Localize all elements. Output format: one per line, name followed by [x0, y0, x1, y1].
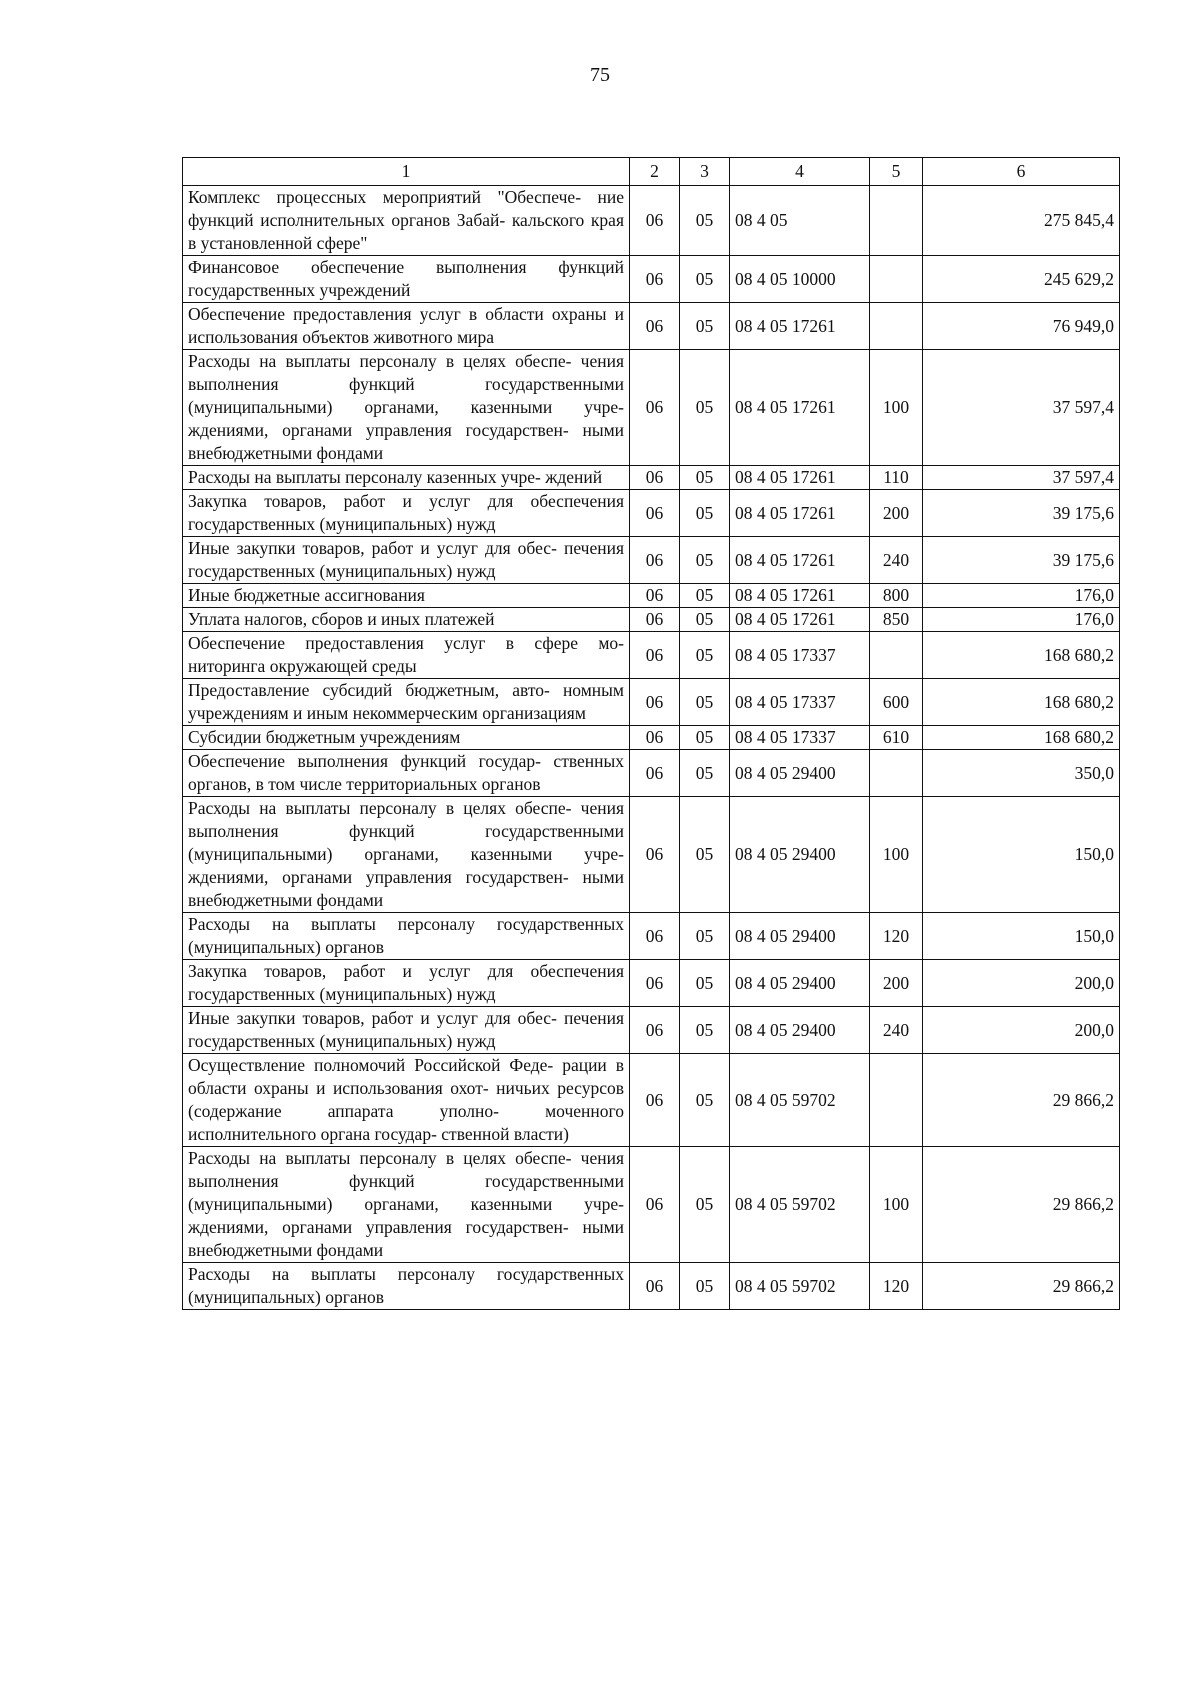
target-article-cell: 08 4 05 17261 [730, 303, 870, 350]
amount-cell: 350,0 [923, 750, 1120, 797]
target-article-cell: 08 4 05 59702 [730, 1263, 870, 1310]
description-text: (муниципальными) органами, казенными учре- [188, 1194, 624, 1214]
description-cell [183, 466, 630, 490]
description-cell [183, 350, 630, 466]
description-text: нужд [456, 1031, 496, 1051]
target-article-cell: 08 4 05 17261 [730, 608, 870, 632]
amount-cell: 168 680,2 [923, 679, 1120, 726]
page-number: 75 [590, 64, 610, 86]
expense-type-cell: 100 [870, 350, 923, 466]
target-article-cell: 08 4 05 29400 [730, 913, 870, 960]
target-article-cell: 08 4 05 17261 [730, 350, 870, 466]
section-code-cell: 06 [630, 679, 680, 726]
table-row [183, 608, 1120, 632]
subsection-code-cell: 05 [680, 913, 730, 960]
description-cell [183, 1263, 630, 1310]
description-text: ние функций исполнительных органов Забай- [188, 187, 625, 230]
description-text: Расходы на выплаты персоналу казенных учре- [188, 467, 541, 487]
subsection-code-cell: 05 [680, 350, 730, 466]
description-text: чения выполнения функций государственными [188, 1148, 624, 1191]
section-code-cell: 06 [630, 303, 680, 350]
target-article-cell: 08 4 05 29400 [730, 797, 870, 913]
description-text: (муниципальных) органов [188, 937, 385, 957]
section-code-cell: 06 [630, 1147, 680, 1263]
section-code-cell: 06 [630, 490, 680, 537]
amount-cell: 168 680,2 [923, 632, 1120, 679]
table-row [183, 632, 1120, 679]
expense-type-cell: 200 [870, 960, 923, 1007]
amount-cell: 275 845,4 [923, 186, 1120, 256]
description-cell [183, 726, 630, 750]
section-code-cell: 06 [630, 1054, 680, 1147]
section-code-cell: 06 [630, 186, 680, 256]
expense-type-cell [870, 256, 923, 303]
target-article-cell: 08 4 05 17337 [730, 726, 870, 750]
description-text: нужд [456, 561, 496, 581]
table-row [183, 537, 1120, 584]
target-article-cell: 08 4 05 17337 [730, 632, 870, 679]
expense-type-cell: 240 [870, 537, 923, 584]
subsection-code-cell: 05 [680, 679, 730, 726]
section-code-cell: 06 [630, 797, 680, 913]
target-article-cell: 08 4 05 29400 [730, 1007, 870, 1054]
table-row [183, 1054, 1120, 1147]
description-cell [183, 303, 630, 350]
expense-type-cell [870, 186, 923, 256]
amount-cell: 168 680,2 [923, 726, 1120, 750]
description-text: ными внебюджетными фондами [188, 867, 625, 910]
budget-table [182, 157, 1120, 1310]
description-text: ниторинга окружающей среды [188, 656, 417, 676]
description-text: Расходы на выплаты персоналу в целях обеспе- [188, 798, 572, 818]
amount-cell: 76 949,0 [923, 303, 1120, 350]
amount-cell: 150,0 [923, 913, 1120, 960]
description-text: рации в области охраны и использования охот- [188, 1055, 624, 1098]
expense-type-cell: 120 [870, 1263, 923, 1310]
table-row [183, 490, 1120, 537]
target-article-cell: 08 4 05 59702 [730, 1054, 870, 1147]
column-header: 1 [183, 158, 630, 186]
expense-type-cell: 100 [870, 797, 923, 913]
amount-cell: 37 597,4 [923, 466, 1120, 490]
expense-type-cell: 110 [870, 466, 923, 490]
description-text: Закупка товаров, работ и услуг для обеспечения [188, 491, 624, 511]
description-cell [183, 1007, 630, 1054]
description-cell [183, 797, 630, 913]
description-text: Закупка товаров, работ и услуг для обеспечения [188, 961, 624, 981]
description-text: Иные закупки товаров, работ и услуг для обес- [188, 1008, 557, 1028]
column-header: 3 [680, 158, 730, 186]
amount-cell: 29 866,2 [923, 1263, 1120, 1310]
description-text: Обеспечение выполнения функций государ- [188, 751, 541, 771]
table-row [183, 1007, 1120, 1054]
table-row [183, 726, 1120, 750]
amount-cell: 245 629,2 [923, 256, 1120, 303]
description-text: ждениями, органами управления государствен- [188, 420, 569, 440]
description-text: (муниципальными) органами, казенными учре- [188, 844, 624, 864]
description-text: Расходы на выплаты персоналу государственных [188, 1264, 624, 1284]
subsection-code-cell: 05 [680, 750, 730, 797]
description-cell [183, 960, 630, 1007]
target-article-cell: 08 4 05 59702 [730, 1147, 870, 1263]
description-cell [183, 750, 630, 797]
expense-type-cell [870, 303, 923, 350]
description-cell [183, 1054, 630, 1147]
expense-type-cell [870, 750, 923, 797]
description-text: ждений [545, 467, 603, 487]
target-article-cell: 08 4 05 10000 [730, 256, 870, 303]
description-text: Уплата налогов, сборов и иных платежей [188, 609, 495, 629]
column-header: 4 [730, 158, 870, 186]
description-text: чения выполнения функций государственными [188, 798, 624, 841]
target-article-cell: 08 4 05 17261 [730, 490, 870, 537]
amount-cell: 150,0 [923, 797, 1120, 913]
expense-type-cell [870, 1054, 923, 1147]
expense-type-cell: 120 [870, 913, 923, 960]
table-row [183, 960, 1120, 1007]
section-code-cell: 06 [630, 256, 680, 303]
subsection-code-cell: 05 [680, 726, 730, 750]
table-row [183, 303, 1120, 350]
section-code-cell: 06 [630, 960, 680, 1007]
table-row [183, 750, 1120, 797]
description-text: Финансовое обеспечение выполнения функций [188, 257, 624, 277]
description-cell [183, 1147, 630, 1263]
description-cell [183, 186, 630, 256]
subsection-code-cell: 05 [680, 490, 730, 537]
target-article-cell: 08 4 05 29400 [730, 960, 870, 1007]
subsection-code-cell: 05 [680, 960, 730, 1007]
table-row [183, 1263, 1120, 1310]
description-text: Комплекс процессных мероприятий "Обеспече- [188, 187, 582, 207]
table-row [183, 256, 1120, 303]
column-header: 6 [923, 158, 1120, 186]
subsection-code-cell: 05 [680, 537, 730, 584]
section-code-cell: 06 [630, 584, 680, 608]
subsection-code-cell: 05 [680, 584, 730, 608]
description-text: государственных (муниципальных) нужд [188, 514, 496, 534]
expense-type-cell: 600 [870, 679, 923, 726]
expense-type-cell [870, 632, 923, 679]
section-code-cell: 06 [630, 1007, 680, 1054]
expense-type-cell: 200 [870, 490, 923, 537]
target-article-cell: 08 4 05 17261 [730, 584, 870, 608]
description-text: ственной власти) [441, 1124, 569, 1144]
target-article-cell: 08 4 05 17261 [730, 537, 870, 584]
amount-cell: 176,0 [923, 608, 1120, 632]
subsection-code-cell: 05 [680, 256, 730, 303]
table-row [183, 797, 1120, 913]
description-text: Иные бюджетные ассигнования [188, 585, 425, 605]
description-text: ничьих ресурсов (содержание аппарата уполно- [188, 1078, 624, 1121]
subsection-code-cell: 05 [680, 186, 730, 256]
description-text: Обеспечение предоставления услуг в сфере мо- [188, 633, 624, 653]
description-text: номным учреждениям и иным некоммерческим [188, 680, 624, 723]
table-body [183, 186, 1120, 1310]
description-text: ными внебюджетными фондами [188, 1217, 625, 1260]
table-row [183, 584, 1120, 608]
description-text: Расходы на выплаты персоналу в целях обеспе- [188, 1148, 572, 1168]
subsection-code-cell: 05 [680, 1054, 730, 1147]
column-header: 5 [870, 158, 923, 186]
description-text: Предоставление субсидий бюджетным, авто- [188, 680, 550, 700]
section-code-cell: 06 [630, 608, 680, 632]
description-text: охраны и использования объектов животного [188, 304, 625, 347]
description-text: ждениями, органами управления государствен- [188, 867, 569, 887]
description-text: печения государственных (муниципальных) [188, 1008, 624, 1051]
description-text: органов [481, 774, 541, 794]
subsection-code-cell: 05 [680, 1147, 730, 1263]
table-row [183, 466, 1120, 490]
description-text: мира [457, 327, 495, 347]
subsection-code-cell: 05 [680, 608, 730, 632]
description-cell [183, 608, 630, 632]
target-article-cell: 08 4 05 17261 [730, 466, 870, 490]
section-code-cell: 06 [630, 632, 680, 679]
description-text: Субсидии бюджетным учреждениям [188, 727, 461, 747]
subsection-code-cell: 05 [680, 797, 730, 913]
amount-cell: 39 175,6 [923, 537, 1120, 584]
description-cell [183, 490, 630, 537]
amount-cell: 29 866,2 [923, 1054, 1120, 1147]
amount-cell: 200,0 [923, 1007, 1120, 1054]
section-code-cell: 06 [630, 726, 680, 750]
description-text: ждениями, органами управления государствен- [188, 1217, 569, 1237]
section-code-cell: 06 [630, 350, 680, 466]
description-cell [183, 537, 630, 584]
amount-cell: 29 866,2 [923, 1147, 1120, 1263]
table-row [183, 350, 1120, 466]
description-text: печения государственных (муниципальных) [188, 538, 624, 581]
description-text: чения выполнения функций государственными [188, 351, 624, 394]
description-text: Расходы на выплаты персоналу государственных [188, 914, 624, 934]
subsection-code-cell: 05 [680, 303, 730, 350]
description-text: Осуществление полномочий Российской Феде- [188, 1055, 554, 1075]
subsection-code-cell: 05 [680, 1007, 730, 1054]
description-text: ными внебюджетными фондами [188, 420, 625, 463]
description-cell [183, 256, 630, 303]
section-code-cell: 06 [630, 750, 680, 797]
table-row [183, 679, 1120, 726]
expense-type-cell: 850 [870, 608, 923, 632]
subsection-code-cell: 05 [680, 632, 730, 679]
description-cell [183, 632, 630, 679]
description-cell [183, 913, 630, 960]
expense-type-cell: 800 [870, 584, 923, 608]
table-row [183, 913, 1120, 960]
description-text: государственных учреждений [188, 280, 411, 300]
amount-cell: 39 175,6 [923, 490, 1120, 537]
subsection-code-cell: 05 [680, 466, 730, 490]
description-cell [183, 679, 630, 726]
description-text: (муниципальных) органов [188, 1287, 385, 1307]
expense-type-cell: 610 [870, 726, 923, 750]
amount-cell: 176,0 [923, 584, 1120, 608]
amount-cell: 200,0 [923, 960, 1120, 1007]
expense-type-cell: 240 [870, 1007, 923, 1054]
subsection-code-cell: 05 [680, 1263, 730, 1310]
description-cell [183, 584, 630, 608]
section-code-cell: 06 [630, 466, 680, 490]
description-text: Иные закупки товаров, работ и услуг для обес- [188, 538, 557, 558]
description-text: Обеспечение предоставления услуг в области [188, 304, 544, 324]
section-code-cell: 06 [630, 913, 680, 960]
description-text: ственных органов, в том числе территориальных [188, 751, 625, 794]
description-text: Расходы на выплаты персоналу в целях обеспе- [188, 351, 572, 371]
section-code-cell: 06 [630, 1263, 680, 1310]
description-text: организациям [482, 703, 586, 723]
table-row [183, 186, 1120, 256]
target-article-cell: 08 4 05 29400 [730, 750, 870, 797]
table-header-row [183, 158, 1120, 186]
target-article-cell: 08 4 05 17337 [730, 679, 870, 726]
description-text: (муниципальными) органами, казенными учре- [188, 397, 624, 417]
column-header: 2 [630, 158, 680, 186]
description-text: моченного исполнительного органа государ- [188, 1101, 624, 1144]
amount-cell: 37 597,4 [923, 350, 1120, 466]
section-code-cell: 06 [630, 537, 680, 584]
table-row [183, 1147, 1120, 1263]
target-article-cell: 08 4 05 [730, 186, 870, 256]
description-text: кальского края в установленной сфере" [188, 210, 624, 253]
expense-type-cell: 100 [870, 1147, 923, 1263]
description-text: государственных (муниципальных) нужд [188, 984, 496, 1004]
